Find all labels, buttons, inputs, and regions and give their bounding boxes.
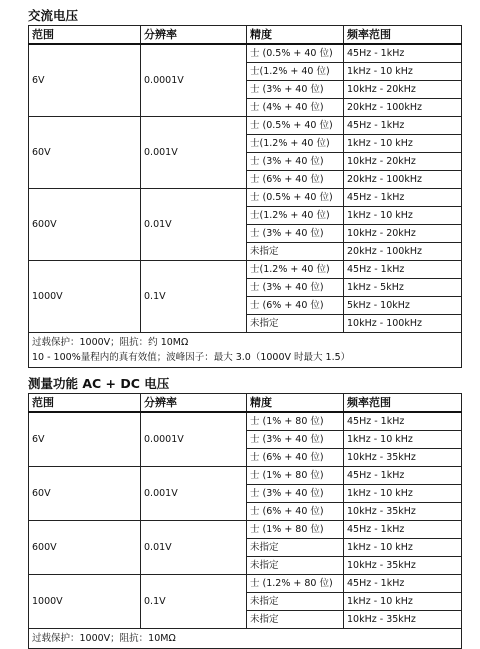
frequency-range-cell: 1kHz - 5kHz [344, 279, 462, 297]
accuracy-cell: 士 (1.2% + 80 位) [247, 575, 344, 593]
range-header: 范围 [29, 26, 141, 45]
resolution-cell: 0.0001V [141, 44, 247, 117]
section-title-ac-dc-voltage: 测量功能 AC + DC 电压 [28, 376, 170, 391]
frequency-range-cell: 5kHz - 10kHz [344, 297, 462, 315]
frequency-range-cell: 45Hz - 1kHz [344, 412, 462, 431]
range-cell: 600V [29, 521, 141, 575]
table-row [29, 261, 462, 279]
resolution-cell: 0.01V [141, 189, 247, 261]
table-row [29, 412, 462, 431]
note-text: 过载保护：1000V；阻抗：10MΩ [32, 633, 176, 644]
accuracy-cell: 未指定 [247, 539, 344, 557]
accuracy-cell: 士(1.2% + 40 位) [247, 63, 344, 81]
resolution-cell: 0.01V [141, 521, 247, 575]
frequency-range-cell: 45Hz - 1kHz [344, 467, 462, 485]
frequency-range-cell: 1kHz - 10 kHz [344, 593, 462, 611]
note-text: 10 - 100%量程内的真有效值；波峰因子：最大 3.0（1000V 时最大 1.5） [32, 352, 351, 363]
header-row [29, 394, 462, 413]
table-row [29, 467, 462, 485]
frequency-range-cell: 10kHz - 35kHz [344, 611, 462, 629]
accuracy-cell: 未指定 [247, 243, 344, 261]
frequency-range-cell: 1kHz - 10 kHz [344, 63, 462, 81]
accuracy-cell: 士(1.2% + 40 位) [247, 261, 344, 279]
frequency-range-cell: 10kHz - 20kHz [344, 81, 462, 99]
frequency-range-cell: 1kHz - 10 kHz [344, 207, 462, 225]
frequency-range-cell: 10kHz - 35kHz [344, 503, 462, 521]
resolution-cell: 0.001V [141, 117, 247, 189]
accuracy-cell: 士 (3% + 40 位) [247, 431, 344, 449]
accuracy-cell: 士 (3% + 40 位) [247, 279, 344, 297]
resolution-header: 分辨率 [141, 26, 247, 45]
frequency-range-cell: 1kHz - 10 kHz [344, 135, 462, 153]
accuracy-cell: 未指定 [247, 557, 344, 575]
accuracy-cell: 士 (3% + 40 位) [247, 225, 344, 243]
notes-cell [29, 629, 462, 649]
frequency-range-cell: 1kHz - 10 kHz [344, 431, 462, 449]
accuracy-cell: 未指定 [247, 611, 344, 629]
table-row [29, 521, 462, 539]
header-row [29, 26, 462, 45]
ac-dc-voltage-spec-table [28, 393, 462, 649]
accuracy-cell: 士 (6% + 40 位) [247, 503, 344, 521]
frequency-range-cell: 1kHz - 10 kHz [344, 485, 462, 503]
range-cell: 60V [29, 467, 141, 521]
frequency-range-cell: 10kHz - 20kHz [344, 153, 462, 171]
range-cell: 600V [29, 189, 141, 261]
frequency-range-cell: 20kHz - 100kHz [344, 99, 462, 117]
accuracy-cell: 士 (0.5% + 40 位) [247, 117, 344, 135]
notes-cell [29, 333, 462, 368]
range-cell: 1000V [29, 261, 141, 333]
frequency-range-cell: 10kHz - 100kHz [344, 315, 462, 333]
resolution-cell: 0.0001V [141, 412, 247, 467]
table-row [29, 44, 462, 63]
frequency-range-cell: 45Hz - 1kHz [344, 575, 462, 593]
ac-voltage-spec-table [28, 25, 462, 368]
resolution-cell: 0.1V [141, 575, 247, 629]
notes-row [29, 333, 462, 368]
accuracy-cell: 士 (1% + 80 位) [247, 467, 344, 485]
range-cell: 6V [29, 44, 141, 117]
accuracy-header: 精度 [247, 26, 344, 45]
frequency-range-cell: 45Hz - 1kHz [344, 189, 462, 207]
resolution-cell: 0.1V [141, 261, 247, 333]
notes-row [29, 629, 462, 649]
accuracy-cell: 士 (6% + 40 位) [247, 171, 344, 189]
range-header: 范围 [29, 394, 141, 413]
frequency-range-cell: 20kHz - 100kHz [344, 171, 462, 189]
frequency-range-cell: 45Hz - 1kHz [344, 261, 462, 279]
accuracy-cell: 士 (3% + 40 位) [247, 81, 344, 99]
accuracy-cell: 士 (4% + 40 位) [247, 99, 344, 117]
note-text: 过载保护：1000V；阻抗：约 10MΩ [32, 337, 189, 348]
table-row [29, 189, 462, 207]
frequency-range-cell: 45Hz - 1kHz [344, 44, 462, 63]
accuracy-cell: 未指定 [247, 593, 344, 611]
accuracy-cell: 士 (3% + 40 位) [247, 153, 344, 171]
accuracy-cell: 士 (6% + 40 位) [247, 449, 344, 467]
resolution-header: 分辨率 [141, 394, 247, 413]
frequency-range-cell: 20kHz - 100kHz [344, 243, 462, 261]
table-row [29, 117, 462, 135]
accuracy-cell: 士 (1% + 80 位) [247, 412, 344, 431]
accuracy-cell: 士(1.2% + 40 位) [247, 135, 344, 153]
accuracy-cell: 士(1.2% + 40 位) [247, 207, 344, 225]
frequency-range-cell: 10kHz - 35kHz [344, 557, 462, 575]
section-title-ac-voltage: 交流电压 [28, 8, 79, 23]
frequency-range-cell: 1kHz - 10 kHz [344, 539, 462, 557]
accuracy-cell: 士 (6% + 40 位) [247, 297, 344, 315]
range-cell: 60V [29, 117, 141, 189]
frequency-range-cell: 10kHz - 20kHz [344, 225, 462, 243]
frequency-range-header: 频率范围 [344, 26, 462, 45]
frequency-range-cell: 10kHz - 35kHz [344, 449, 462, 467]
accuracy-cell: 士 (0.5% + 40 位) [247, 189, 344, 207]
frequency-range-cell: 45Hz - 1kHz [344, 117, 462, 135]
accuracy-cell: 士 (3% + 40 位) [247, 485, 344, 503]
frequency-range-header: 频率范围 [344, 394, 462, 413]
range-cell: 1000V [29, 575, 141, 629]
accuracy-cell: 士 (0.5% + 40 位) [247, 44, 344, 63]
table-row [29, 575, 462, 593]
frequency-range-cell: 45Hz - 1kHz [344, 521, 462, 539]
accuracy-cell: 未指定 [247, 315, 344, 333]
resolution-cell: 0.001V [141, 467, 247, 521]
range-cell: 6V [29, 412, 141, 467]
accuracy-cell: 士 (1% + 80 位) [247, 521, 344, 539]
accuracy-header: 精度 [247, 394, 344, 413]
